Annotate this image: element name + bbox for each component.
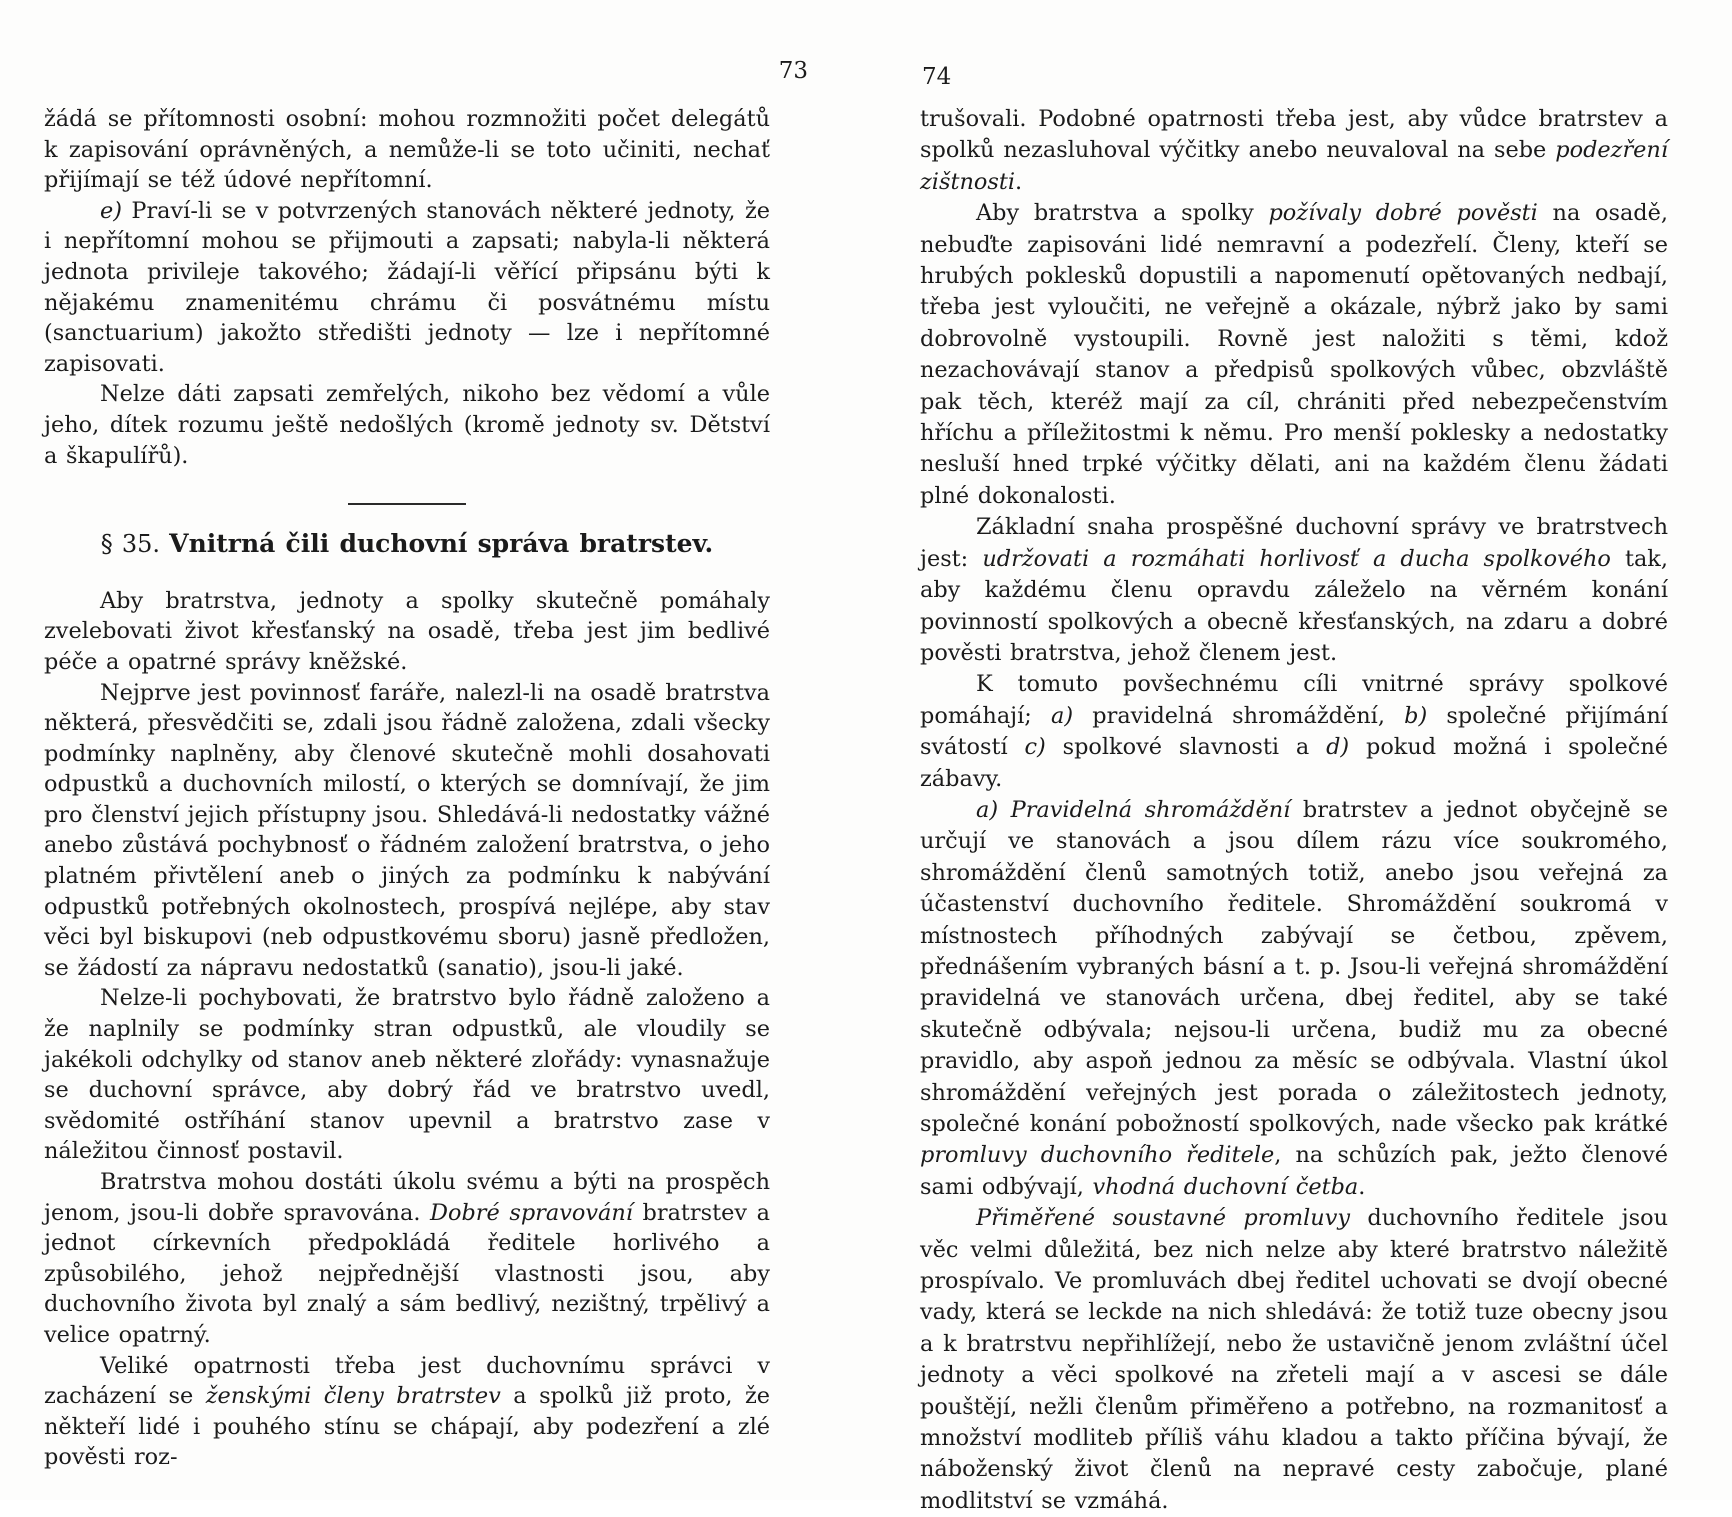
page-body xyxy=(44,104,770,1473)
paragraph: Nelze-li pochybovati, že bratrstvo bylo řádně založeno a že naplnily se podmínky stran odpustků, ale vloudily se jakékoli odchylky od stanov aneb některé zlořády: vynasnažuje se duchovní správce, aby dobrý řád ve bratrstvo uvedl, svědomité ostříhání stanov upevnil a bratrstvo zase v náležitou činnosť postavil. xyxy=(44,985,770,1165)
paragraph: Veliké opatrnosti třeba jest duchovnímu správci v zacházení se ženskými členy bratrstev a spolků již proto, že někteří lidé i pouhého stínu se chápají, aby podezření a zlé pověsti roz- xyxy=(44,1352,770,1471)
page-header xyxy=(44,58,808,104)
paragraph: Základní snaha prospěšné duchovní správy ve bratrstvech jest: udržovati a rozmáhati horlivosť a ducha spolkového tak, aby každému členu opravdu záleželo na věrném konání povinností spolkových a obecně křesťanských, na zdaru a dobré pověsti bratrstva, jehož členem jest. xyxy=(920,514,1668,666)
paragraph: e) Praví-li se v potvrzených stanovách některé jednoty, že i nepřítomní mohou se přijmouti a zapsati; nabyla-li některá jednota privileje takového; žádají-li věřící připsánu býti k nějakému znamenitému chrámu či posvátnému místu (sanctuarium) jakožto středišti jednoty — lze i nepřítomné zapisovati. xyxy=(44,197,770,377)
paragraph: Nelze dáti zapsati zemřelých, nikoho bez vědomí a vůle jeho, dítek rozumu ještě nedošlých (kromě jednoty sv. Dětství a škapulířů). xyxy=(44,381,770,469)
paragraph: žádá se přítomnosti osobní: mohou rozmnožiti počet delegátů k zapisování oprávněných, a nemůže-li se toto učiniti, nechať přijímají se též údové nepřítomní. xyxy=(44,106,770,194)
page-number: 74 xyxy=(922,64,952,90)
paragraph: a) Pravidelná shromáždění bratrstev a jednot obyčejně se určují ve stanovách a jsou dílem rázu více soukromého, shromáždění členů samotných totiž, anebo jsou veřejná za účastenství duchovního ředitele. Shromáždění soukromá v místnostech příhodných zabývají se četbou, zpěvem, přednášením vybraných básní a t. p. Jsou-li veřejná shromáždění pravidelná ve stanovách určena, dbej ředitel, aby se také skutečně odbývala; nejsou-li určena, budiž mu za obecné pravidlo, aby aspoň jednou za měsíc se odbývala. Vlastní úkol shromáždění veřejných jest porada o záležitostech jednoty, společné konání pobožností spolkových, nade všecko pak krátké promluvy duchovního ředitele, na schůzích pak, ježto členové sami odbývají, vhodná duchovní četba. xyxy=(920,796,1668,1200)
book-page-left xyxy=(44,58,808,1473)
paragraph: Aby bratrstva, jednoty a spolky skutečně pomáhaly zvelebovati život křesťanský na osadě, třeba jest jim bedlivé péče a opatrné správy kněžské. xyxy=(44,587,770,675)
paragraph: trušovali. Podobné opatrnosti třeba jest, aby vůdce bratrstev a spolků nezasluhoval výčitky anebo neuvaloval na sebe podezření zištnosti. xyxy=(920,106,1668,195)
section-heading: § 35. Vnitrná čili duchovní správa bratrstev. xyxy=(100,529,714,559)
paragraph: Aby bratrstva a spolky požívaly dobré pověsti na osadě, nebuďte zapisováni lidé nemravní a podezřelí. Členy, kteří se hrubých poklesků dopustili a napomenutí opětovaných nedbají, třeba jest vyloučiti, ne veřejně a okázale, nýbrž jako by sami dobrovolně vystoupili. Rovně jest naložiti s těmi, kdož nezachovávají stanov a předpisů spolkových vůbec, obzvláště pak těch, kteréž mají za cíl, chrániti před nebezpečenstvím hříchu a příležitostmi k němu. Pro menší poklesky a nedostatky nesluší hned trpké výčitky dělati, ani na každém členu žádati plné dokonalosti. xyxy=(920,200,1668,509)
book-page-right xyxy=(920,58,1668,1517)
paragraph: Přiměřené soustavné promluvy duchovního ředitele jsou věc velmi důležitá, bez nich nelze aby které bratrstvo náležitě prospívalo. Ve promluvách dbej ředitel uchovati se dvojí obecné vady, která se leckde na nich shledává: že totiž tuze obecny jsou a k bratrstvu nepřihlížejí, nebo že ustavičně jenom zvláštní účel jednoty a věci spolkové na zřeteli mají a v ascesi se dále pouštějí, nežli členům přiměřeno a potřebno, na rozmanitosť a množství modliteb příliš váhu kladou a takto příčina bývají, že náboženský život členů na nepravé cesty zabočuje, plané modlitství se vzmáhá. xyxy=(920,1205,1669,1514)
page-body xyxy=(920,104,1668,1517)
paragraph: K tomuto povšechnému cíli vnitrné správy spolkové pomáhají; a) pravidelná shromáždění, b) společné přijímání svátostí c) spolkové slavnosti a d) pokud možná i společné zábavy. xyxy=(920,671,1669,792)
page-header xyxy=(920,58,1668,104)
paragraph: Bratrstva mohou dostáti úkolu svému a býti na prospěch jenom, jsou-li dobře spravována. Dobré spravování bratrstev a jednot církevních předpokládá ředitele horlivého a způsobilého, jehož nejpřednější vlastnosti jsou, aby duchovního života byl znalý a sám bedlivý, nezištný, trpělivý a velice opatrný. xyxy=(44,1169,770,1348)
section-divider xyxy=(348,503,466,505)
paragraph: Nejprve jest povinnosť faráře, nalezl-li na osadě bratrstva některá, přesvědčiti se, zdali jsou řádně založena, zdali všecky podmínky naplněny, aby členové skutečně mohli dosahovati odpustků a duchovních milostí, o kterých se domnívají, že jim pro členství jejich přístupny jsou. Shledává-li nedostatky vážné anebo zůstává pochybnosť o řádném založení bratrstva, o jeho platném přivtělení aneb o jiných za podmínku k nabývání odpustků potřebných okolnostech, prospívá nejlépe, aby stav věci byl biskupovi (neb odpustkovému sboru) jasně předložen, se žádostí za nápravu nedostatků (sanatio), jsou-li jaké. xyxy=(44,679,770,981)
page-number: 73 xyxy=(778,58,808,84)
